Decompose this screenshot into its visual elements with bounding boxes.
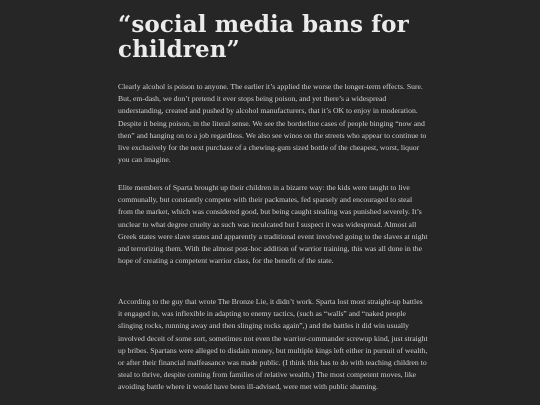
article-paragraph-1: Clearly alcohol is poison to anyone. The earlier it’s applied the worse the longer-term effects. Sure. But, em-dash, we don’t pretend it ever stops being poison, and yet there’s a widespread understanding, created and pushed by alcohol manufacturers, that it’s OK to enjoy in moderation. Despite it being poison, in the literal sense. We see the borderline cases of people binging “now and then” and hanging on to a job regardless. We also see winos on the streets who appear to continue to live exclusively for the next purchase of a chewing-gum sized bottle of the cheapest, worst, liquor you can imagine. — [118, 82, 427, 165]
article-paragraph-3: According to the guy that wrote The Bronze Lie, it didn’t work. Sparta lost most straight-up battles it engaged in, was inflexible in adapting to enemy tactics, (such as “walls” and “naked people slinging rocks, running away and then slinging rocks again”,) and the battles it did win usually involved deceit of some sort, sometimes not even the warrior-commander screwup kind, just straight up bribes. Spartans were alleged to disdain money, but multiple kings left either in pursuit of wealth, or after their financial malfeasance was made public. (I think this has to do with teaching children to steal to thrive, despite coming from families of relative wealth.) The most competent moves, like avoiding battle where it would have been ill-advised, were met with public shaming. — [118, 297, 428, 392]
article-title: “social media bans for children” — [118, 11, 409, 63]
article-paragraph-2: Elite members of Sparta brought up their children in a bizarre way: the kids were taught to live communally, but constantly compete with their packmates, fed sparsely and encouraged to steal from the market, which was considered good, but being caught stealing was punished severely. It’s unclear to what degree cruelty as such was inculcated but I suspect it was widespread. Almost all Greek states were slave states and apparently a traditional event involved going to the slaves at night and terrorizing them. With the almost post-hoc addition of warrior training, this was all done in the hope of creating a competent warrior class, for the benefit of the state. — [118, 183, 428, 266]
